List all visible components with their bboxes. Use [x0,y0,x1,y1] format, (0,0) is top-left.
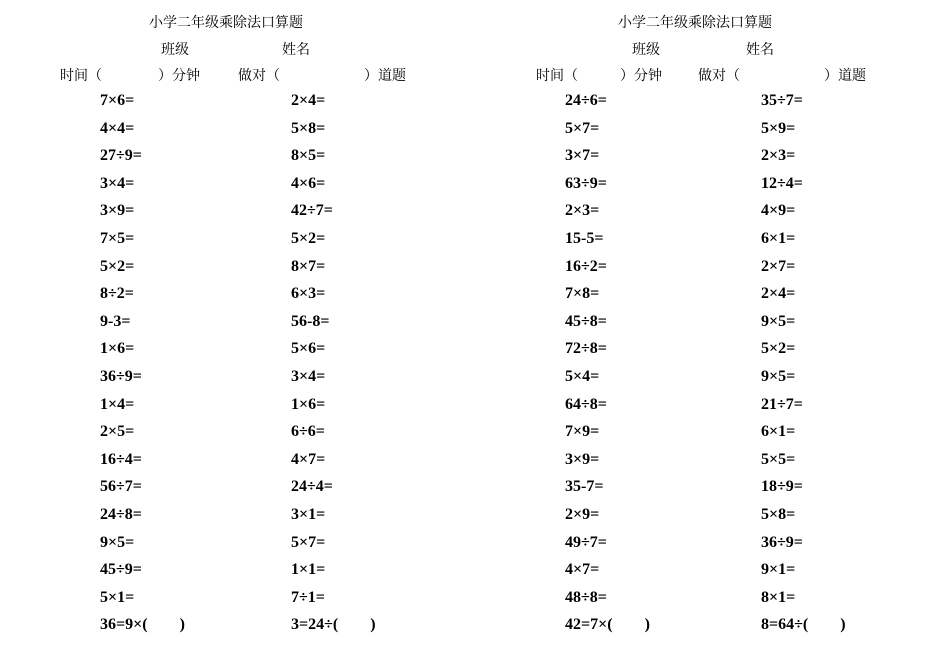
math-problem: 1×4= [100,395,135,413]
math-problem: 3×4= [291,367,326,385]
math-problem: 36÷9= [761,533,803,551]
math-problem: 36=9×( ) [100,616,185,634]
math-problem: 16÷4= [100,450,142,468]
math-problem: 5×2= [291,229,326,247]
math-problem: 64÷8= [565,395,607,413]
math-problem: 48÷8= [565,588,607,606]
math-problem: 2×9= [565,505,600,523]
math-problem: 9-3= [100,312,131,330]
math-problem: 5×7= [291,533,326,551]
math-problem: 42÷7= [291,202,333,220]
math-problem: 4×7= [291,450,326,468]
math-problem: 42=7×( ) [565,616,650,634]
correct-count-label: 做对（ ）道题 [238,68,406,84]
math-problem: 56-8= [291,312,330,330]
math-problem: 6×3= [291,285,326,303]
math-problem: 27÷9= [100,147,142,165]
math-problem: 2×7= [761,257,796,275]
math-problem: 3×9= [565,450,600,468]
problem-column-2 [761,90,846,642]
math-problem: 9×5= [761,312,796,330]
math-problem: 5×5= [761,450,796,468]
math-problem: 7÷1= [291,588,325,606]
math-problem: 1×1= [291,561,326,579]
math-problem: 36÷9= [100,367,142,385]
class-label: 班级 [161,42,189,58]
math-problem: 6×1= [761,423,796,441]
worksheet-right [475,0,950,672]
math-problem: 5×8= [761,505,796,523]
math-problem: 24÷6= [565,92,607,109]
math-problem: 6÷6= [291,423,325,441]
math-problem: 45÷8= [565,312,607,330]
math-problem: 3=24÷( ) [291,616,376,634]
math-problem: 8×5= [291,147,326,165]
time-label: 时间（ ）分钟 [536,68,662,84]
math-problem: 7×6= [100,92,135,109]
math-problem: 63÷9= [565,174,607,192]
math-problem: 21÷7= [761,395,803,413]
math-problem: 3×7= [565,147,600,165]
math-problem: 15-5= [565,229,604,247]
math-problem: 5×8= [291,119,326,137]
math-problem: 3×9= [100,202,135,220]
class-label: 班级 [632,42,660,58]
math-problem: 5×2= [100,257,135,275]
math-problem: 2×4= [761,285,796,303]
math-problem: 4×9= [761,202,796,220]
worksheet-title: 小学二年级乘除法口算题 [149,15,303,31]
math-problem: 6×1= [761,229,796,247]
math-problem: 1×6= [291,395,326,413]
name-label: 姓名 [746,42,774,58]
math-problem: 45÷9= [100,561,142,579]
math-problem: 8×7= [291,257,326,275]
math-problem: 35-7= [565,478,604,496]
math-problem: 8×1= [761,588,796,606]
math-problem: 4×6= [291,174,326,192]
math-problem: 24÷8= [100,505,142,523]
math-problem: 2×3= [565,202,600,220]
math-problem: 2×5= [100,423,135,441]
math-problem: 5×4= [565,367,600,385]
math-problem: 24÷4= [291,478,333,496]
math-problem: 2×3= [761,147,796,165]
correct-count-label: 做对（ ）道题 [698,68,866,84]
math-problem: 8=64÷( ) [761,616,846,634]
math-problem: 7×9= [565,423,600,441]
time-label: 时间（ ）分钟 [60,68,200,84]
problem-column-1 [100,90,185,642]
math-problem: 16÷2= [565,257,607,275]
math-problem: 7×8= [565,285,600,303]
math-problem: 5×7= [565,119,600,137]
math-problem: 4×4= [100,119,135,137]
math-problem: 5×6= [291,340,326,358]
math-problem: 9×5= [761,367,796,385]
name-label: 姓名 [282,42,310,58]
problem-column-2 [291,90,376,642]
math-problem: 3×1= [291,505,326,523]
math-problem: 4×7= [565,561,600,579]
math-problem: 3×4= [100,174,135,192]
math-problem: 12÷4= [761,174,803,192]
math-problem: 18÷9= [761,478,803,496]
math-problem: 9×5= [100,533,135,551]
math-problem: 7×5= [100,229,135,247]
math-problem: 49÷7= [565,533,607,551]
problem-column-1 [565,90,650,642]
math-problem: 9×1= [761,561,796,579]
math-problem: 72÷8= [565,340,607,358]
math-problem: 56÷7= [100,478,142,496]
math-problem: 2×4= [291,92,326,109]
worksheet-title: 小学二年级乘除法口算题 [618,15,772,31]
math-problem: 5×1= [100,588,135,606]
math-problem: 5×2= [761,340,796,358]
math-problem: 1×6= [100,340,135,358]
math-problem: 35÷7= [761,92,803,109]
math-problem: 5×9= [761,119,796,137]
math-problem: 8÷2= [100,285,134,303]
